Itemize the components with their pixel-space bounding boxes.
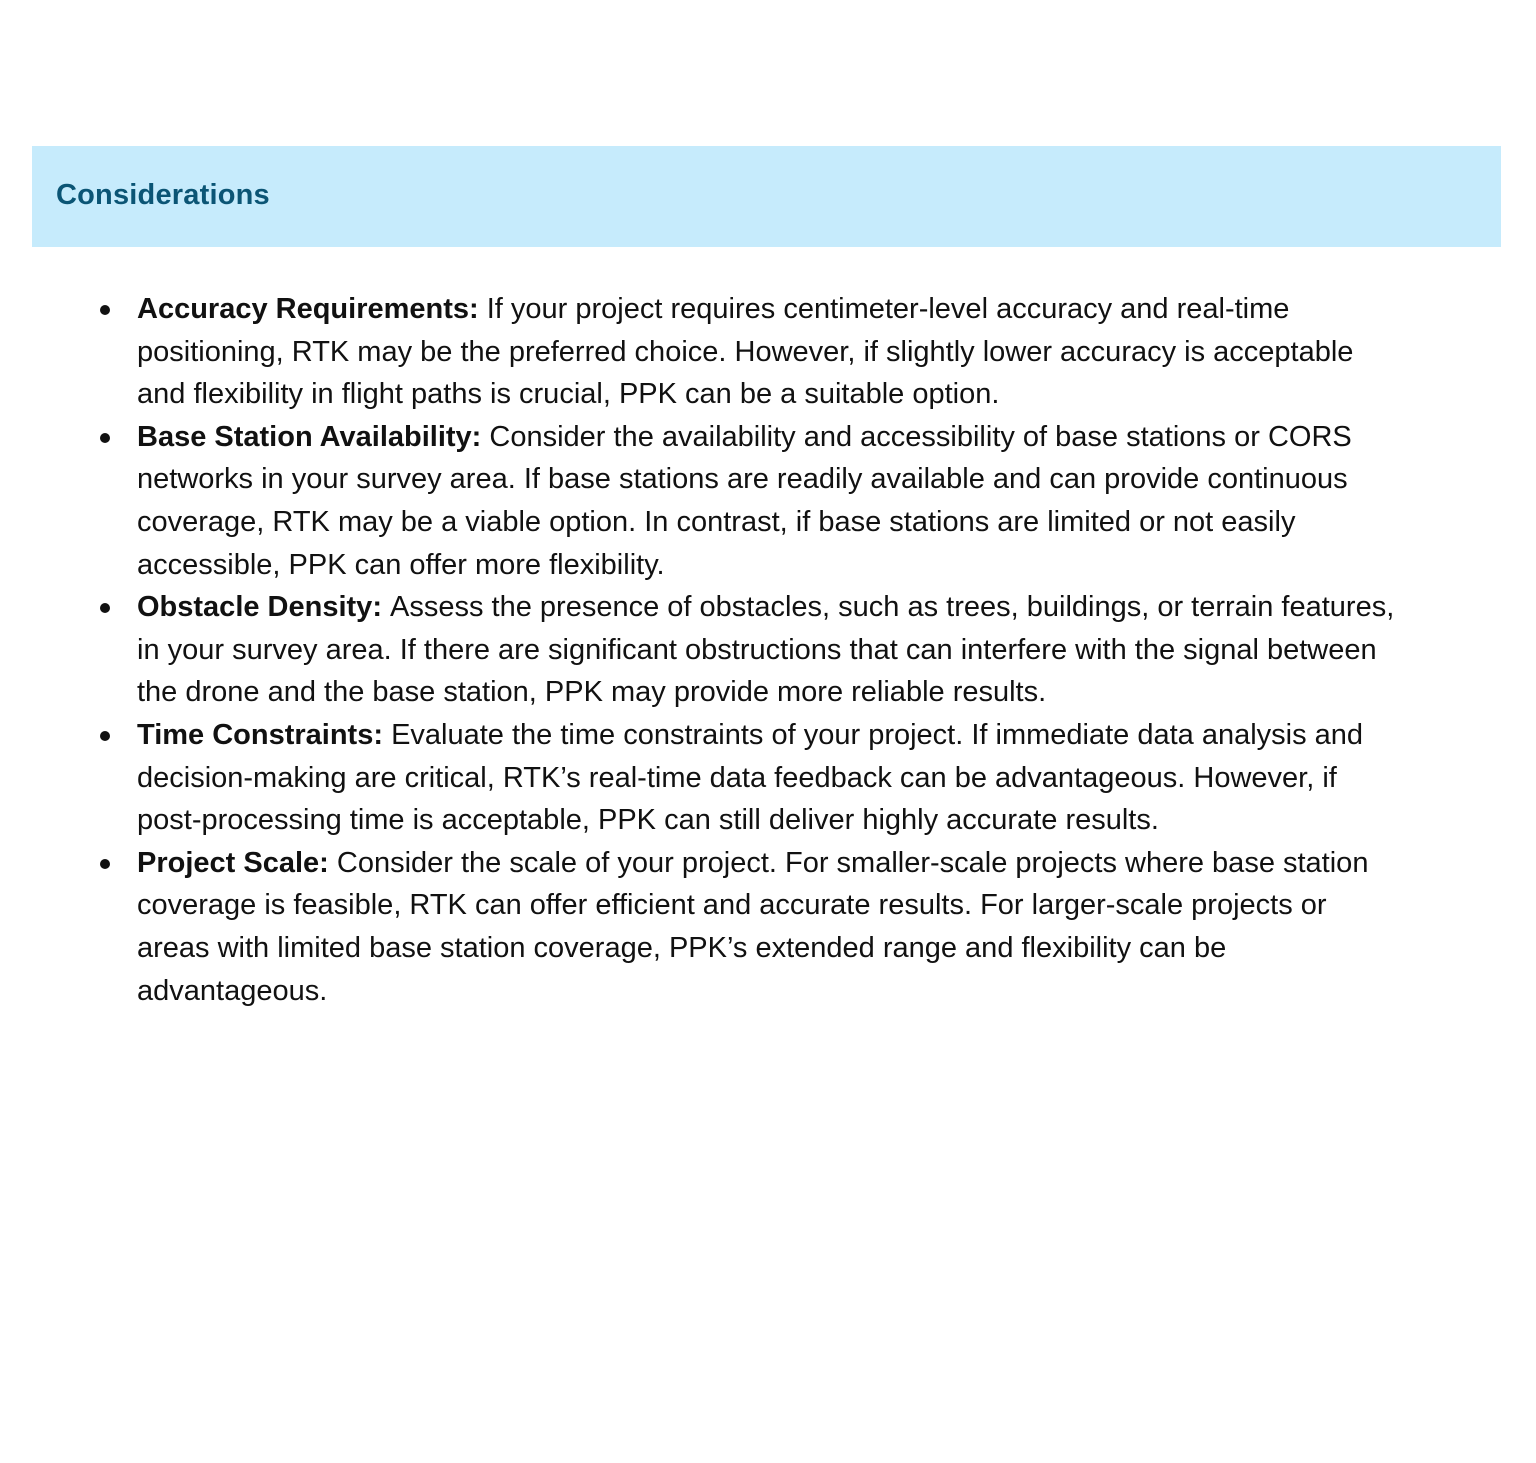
item-text: If your project requires centimeter-level accuracy and real-time positioning, RTK may be the preferred choice. However, if slightly lower accuracy is acceptable and flexibility in flight paths is crucial, PPK can be a suitable option.: [137, 293, 1354, 411]
item-text: Consider the availability and accessibility of base stations or CORS networks in your survey area. If base stations are readily available and can provide continuous coverage, RTK may be a viable option. In contrast, if base stations are limited or not easily accessible, PPK can offer more flexibility.: [137, 420, 1352, 581]
list-item: [137, 714, 1407, 842]
item-text: Evaluate the time constraints of your project. If immediate data analysis and decision-making are critical, RTK’s real-time data feedback can be advantageous. However, if post-processing time is acceptable, PPK can still deliver highly accurate results.: [137, 718, 1364, 837]
section-header: [32, 146, 1501, 247]
list-item: [137, 416, 1407, 586]
bullet-icon: [100, 859, 110, 869]
item-text: Assess the presence of obstacles, such as trees, buildings, or terrain features, in your survey area. If there are significant obstructions that can interfere with the signal between the drone and the base station, PPK may provide more reliable results.: [137, 591, 1395, 709]
item-term: Base Station Availability:: [137, 420, 490, 453]
item-text: Consider the scale of your project. For smaller-scale projects where base station coverage is feasible, RTK can offer efficient and accurate results. For larger-scale projects or areas with limited base station coverage, PPK’s extended range and flexibility can be advantageous.: [137, 846, 1369, 1007]
item-term: Project Scale:: [137, 846, 337, 879]
item-term: Obstacle Density:: [137, 591, 391, 624]
list-item: [137, 586, 1407, 714]
bullet-icon: [100, 603, 110, 613]
considerations-list: [137, 288, 1407, 1012]
bullet-icon: [100, 305, 110, 315]
list-item: [137, 842, 1407, 1012]
section-title: Considerations: [56, 179, 270, 211]
bullet-icon: [100, 731, 110, 741]
item-term: Accuracy Requirements:: [137, 293, 487, 325]
list-item: [137, 288, 1407, 416]
item-term: Time Constraints:: [137, 718, 392, 751]
bullet-icon: [100, 433, 110, 443]
